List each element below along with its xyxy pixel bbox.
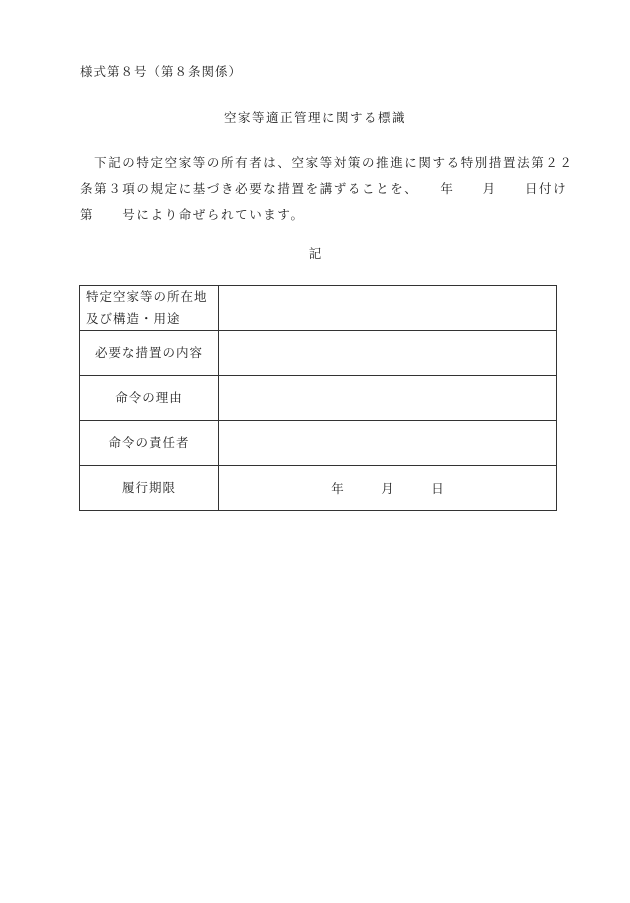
label-location-line2: 及び構造・用途 [86, 311, 181, 326]
label-reason: 命令の理由 [80, 376, 219, 421]
label-location-line1: 特定空家等の所在地 [86, 289, 208, 304]
value-deadline: 年 月 日 [219, 466, 557, 511]
table-row-measures [80, 331, 557, 376]
table-row-location [80, 286, 557, 331]
table-row-responsible [80, 421, 557, 466]
label-responsible: 命令の責任者 [80, 421, 219, 466]
form-number: 様式第８号（第８条関係） [80, 64, 243, 79]
body-line-1: 下記の特定空家等の所有者は、空家等対策の推進に関する特別措置法第２２ [80, 155, 574, 170]
body-line-2: 条第３項の規定に基づき必要な措置を講ずることを、 年 月 日付け [80, 181, 568, 196]
value-responsible [219, 421, 557, 466]
table-row-deadline [80, 466, 557, 511]
notice-table [79, 285, 557, 511]
value-measures [219, 331, 557, 376]
label-measures: 必要な措置の内容 [80, 331, 219, 376]
value-reason [219, 376, 557, 421]
ki-heading: 記 [308, 246, 322, 261]
label-location [80, 286, 219, 331]
table-row-reason [80, 376, 557, 421]
document-title: 空家等適正管理に関する標識 [223, 110, 406, 125]
value-location [219, 286, 557, 331]
label-deadline: 履行期限 [80, 466, 219, 511]
body-line-3: 第 号により命ぜられています。 [80, 207, 305, 222]
